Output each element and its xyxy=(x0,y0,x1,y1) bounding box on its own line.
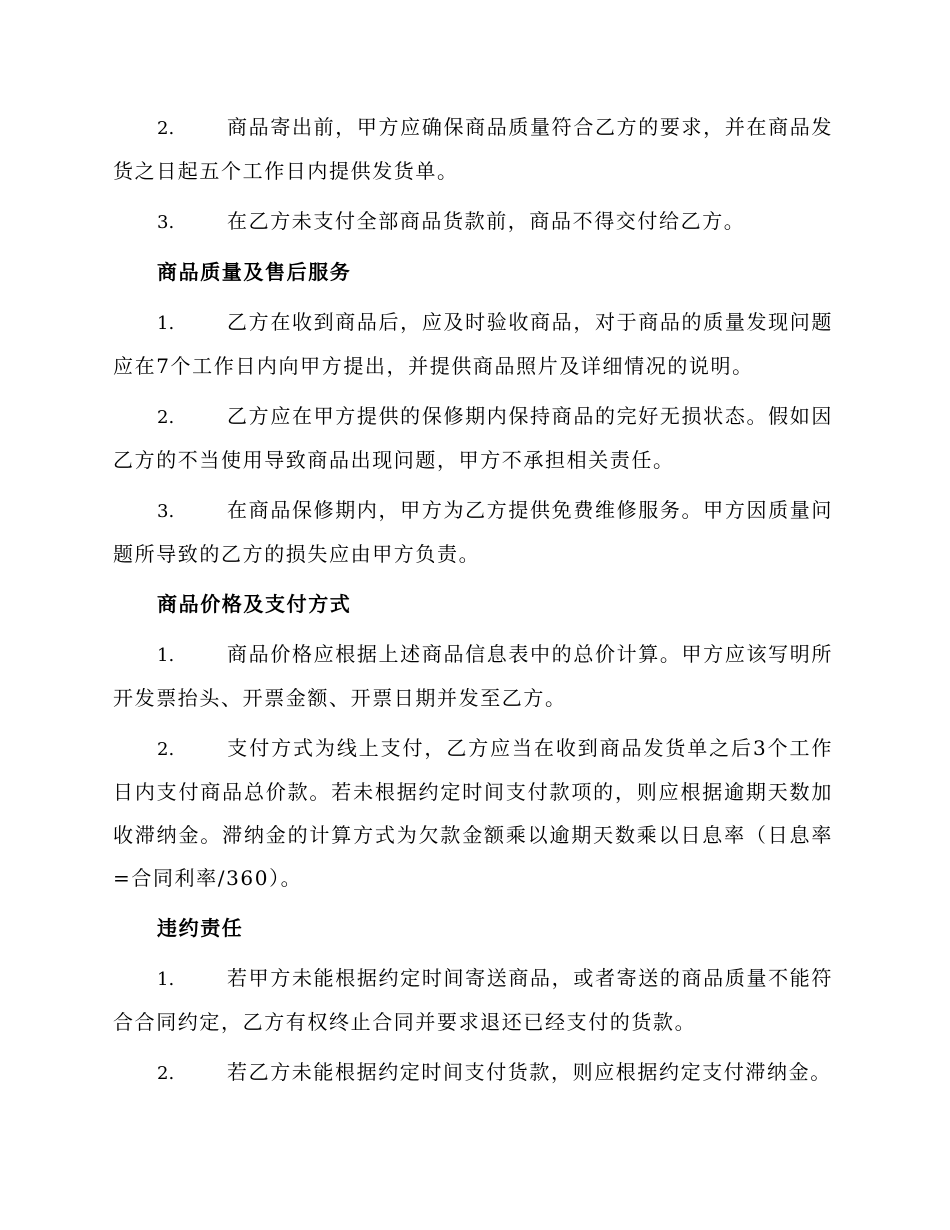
clause-number: 3. xyxy=(157,212,175,233)
clause-paragraph xyxy=(113,489,833,576)
section-heading-quality: 商品质量及售后服务 xyxy=(157,260,352,284)
clause-text: 商品寄出前，甲方应确保商品质量符合乙方的要求，并在商品发货之日起五个工作日内提供发货单。 xyxy=(113,115,833,183)
clause-paragraph xyxy=(113,633,833,720)
clause-text: 在乙方未支付全部商品货款前，商品不得交付给乙方。 xyxy=(227,209,746,233)
clause-text: 若乙方未能根据约定时间支付货款，则应根据约定支付滞纳金。 xyxy=(227,1060,832,1084)
document-page xyxy=(113,106,833,1102)
clause-text: 在商品保修期内，甲方为乙方提供免费维修服务。甲方因质量问题所导致的乙方的损失应由甲方负责。 xyxy=(113,498,833,566)
clause-paragraph xyxy=(113,106,833,193)
clause-text: 乙方在收到商品后，应及时验收商品，对于商品的质量发现问题应在7个工作日内向甲方提出，并提供商品照片及详细情况的说明。 xyxy=(113,310,833,378)
clause-text: 商品价格应根据上述商品信息表中的总价计算。甲方应该写明所开发票抬头、开票金额、开票日期并发至乙方。 xyxy=(113,642,833,710)
clause-number: 2. xyxy=(157,407,175,428)
clause-paragraph xyxy=(113,1051,833,1095)
clause-paragraph xyxy=(113,200,833,244)
section-heading-price: 商品价格及支付方式 xyxy=(157,592,352,616)
clause-paragraph xyxy=(113,727,833,900)
section-heading-breach: 违约责任 xyxy=(157,916,244,940)
clause-text: 支付方式为线上支付，乙方应当在收到商品发货单之后3个工作日内支付商品总价款。若未根据约定时间支付款项的，则应根据逾期天数加收滞纳金。滞纳金的计算方式为欠款金额乘以逾期天数乘以日息率（日息率=合同利率/360）。 xyxy=(113,736,833,890)
clause-number: 3. xyxy=(157,501,175,522)
clause-paragraph xyxy=(113,957,833,1044)
clause-number: 2. xyxy=(157,739,175,760)
clause-number: 1. xyxy=(157,313,175,334)
clause-paragraph xyxy=(113,395,833,482)
clause-number: 2. xyxy=(157,1063,175,1084)
clause-number: 1. xyxy=(157,969,175,990)
clause-text: 乙方应在甲方提供的保修期内保持商品的完好无损状态。假如因乙方的不当使用导致商品出现问题，甲方不承担相关责任。 xyxy=(113,404,833,472)
clause-paragraph xyxy=(113,301,833,388)
clause-number: 1. xyxy=(157,645,175,666)
clause-number: 2. xyxy=(157,118,175,139)
clause-text: 若甲方未能根据约定时间寄送商品，或者寄送的商品质量不能符合合同约定，乙方有权终止合同并要求退还已经支付的货款。 xyxy=(113,966,833,1034)
